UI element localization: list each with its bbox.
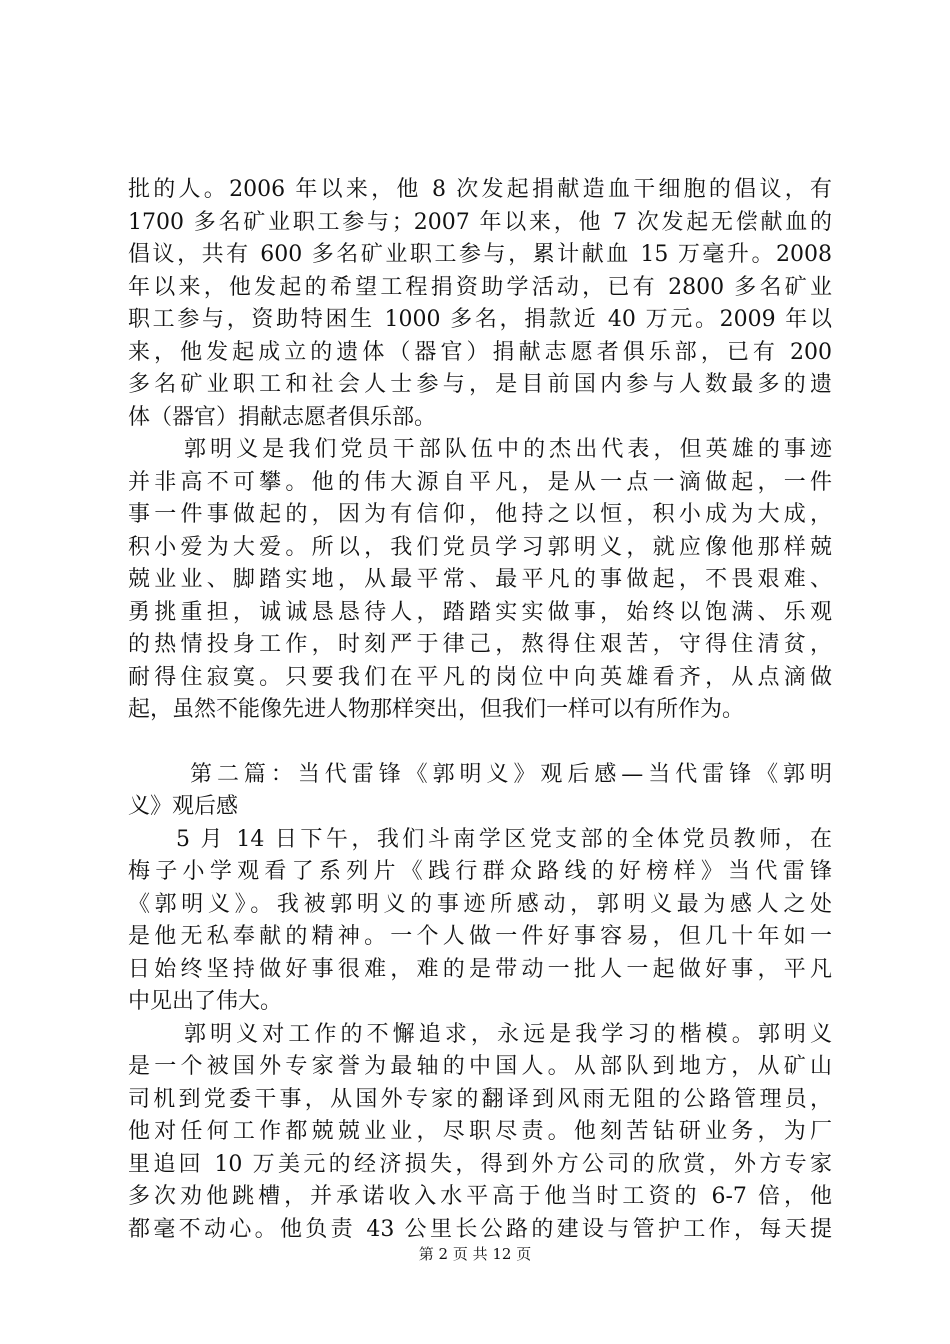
text-line: 职工参与，资助特困生 1000 多名，捐款近 40 万元。2009 年以: [128, 307, 832, 332]
section-gap: [128, 727, 832, 759]
text-line: 郭明义是我们党员干部队伍中的杰出代表，但英雄的事迹: [184, 437, 832, 462]
text-line: 兢业业、脚踏实地，从最平常、最平凡的事做起，不畏艰难、: [128, 567, 832, 592]
title-line: 第二篇：当代雷锋《郭明义》观后感—当代雷锋《郭明: [190, 761, 832, 787]
text-line: 郭明义对工作的不懈追求，永远是我学习的楷模。郭明义: [184, 1021, 832, 1047]
text-line: 多次劝他跳槽，并承诺收入水平高于他当时工资的 6-7 倍，他: [128, 1184, 832, 1209]
text-line: 5 月 14 日下午，我们斗南学区党支部的全体党员教师，在: [176, 826, 832, 852]
text-line: 日始终坚持做好事很难，难的是带动一批人一起做好事，平凡: [128, 956, 832, 982]
text-line: 倡议，共有 600 多名矿业职工参与，累计献血 15 万毫升。2008: [128, 242, 832, 267]
text-line: 来，他发起成立的遗体（器官）捐献志愿者俱乐部，已有 200: [128, 339, 832, 365]
section-title: [128, 759, 832, 824]
text-line: 批的人。2006 年以来，他 8 次发起捐献造血干细胞的倡议，有: [128, 177, 832, 202]
text-line: 是他无私奉献的精神。一个人做一件好事容易，但几十年如一: [128, 924, 832, 949]
text-line: 梅子小学观看了系列片《践行群众路线的好榜样》当代雷锋: [128, 859, 832, 884]
text-line: 事一件事做起的，因为有信仰，他持之以恒，积小成为大成，: [128, 502, 832, 527]
text-line: 都毫不动心。他负责 43 公里长公路的建设与管护工作，每天提: [128, 1216, 832, 1242]
text-line: 积小爱为大爱。所以，我们党员学习郭明义，就应像他那样兢: [128, 534, 832, 560]
page-number-footer: 第 2 页 共 12 页: [418, 1245, 532, 1263]
text-line: 的热情投身工作，时刻严于律己，熬得住艰苦，守得住清贫，: [128, 632, 832, 657]
text-line: 《郭明义》。我被郭明义的事迹所感动，郭明义最为感人之处: [128, 891, 832, 917]
text-line: 他对任何工作都兢兢业业，尽职尽责。他刻苦钻研业务，为厂: [128, 1119, 832, 1144]
title-line: 义》观后感: [128, 794, 239, 819]
text-line: 耐得住寂寞。只要我们在平凡的岗位中向英雄看齐，从点滴做: [128, 664, 832, 690]
text-line: 是一个被国外专家誉为最轴的中国人。从部队到地方，从矿山: [128, 1054, 832, 1079]
text-line: 起，虽然不能像先进人物那样突出，但我们一样可以有所作为。: [128, 697, 745, 722]
text-line: 并非高不可攀。他的伟大源自平凡，是从一点一滴做起，一件: [128, 469, 832, 495]
paragraph-viewing-event: [128, 824, 832, 1019]
paragraph-learning-from-guo: [128, 434, 832, 727]
paragraph-donation-stats: [128, 174, 832, 434]
text-line: 勇挑重担，诚诚恳恳待人，踏踏实实做事，始终以饱满、乐观: [128, 599, 832, 625]
text-line: 年以来，他发起的希望工程捐资助学活动，已有 2800 多名矿业: [128, 274, 832, 300]
text-line: 中见出了伟大。: [128, 989, 283, 1014]
text-line: 1700 多名矿业职工参与；2007 年以来，他 7 次发起无偿献血的: [128, 209, 832, 235]
text-line: 多名矿业职工和社会人士参与，是目前国内参与人数最多的遗: [128, 372, 832, 397]
text-line: 体（器官）捐献志愿者俱乐部。: [128, 404, 437, 430]
paragraph-work-dedication: [128, 1019, 832, 1247]
text-line: 里追回 10 万美元的经济损失，得到外方公司的欣赏，外方专家: [128, 1151, 832, 1177]
text-line: 司机到党委干事，从国外专家的翻译到风雨无阻的公路管理员，: [128, 1086, 832, 1112]
document-body: [128, 174, 832, 1246]
